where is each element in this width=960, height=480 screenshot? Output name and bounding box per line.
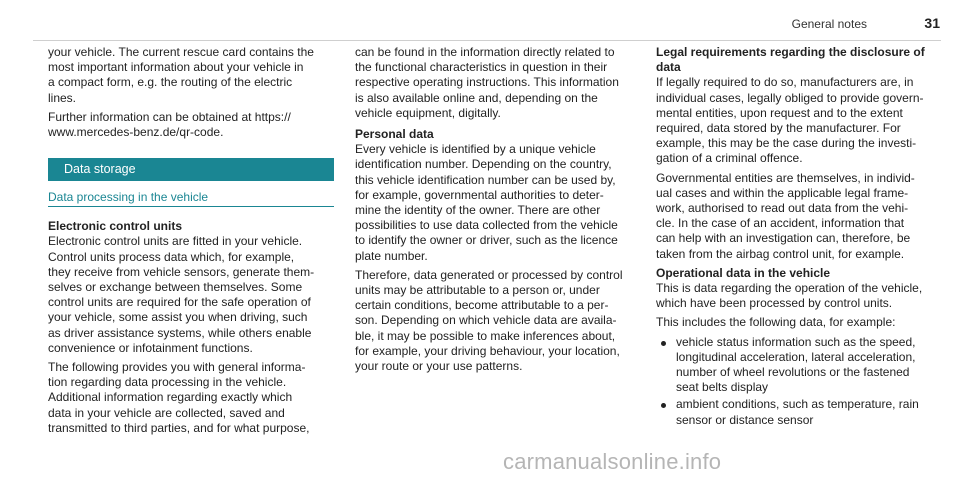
heading-electronic-control-units: Electronic control units: [48, 219, 183, 234]
subsection-title: Data processing in the vehicle: [48, 190, 334, 207]
running-head: General notes: [791, 17, 867, 31]
intro-paragraph-1: your vehicle. The current rescue card contains the most important information about your vehicle in a compact form, e.g. the routing of the electric lines.: [48, 45, 314, 105]
ecu-paragraph-1: Electronic control units are fitted in your vehicle. Control units process data which, for example, they receive from vehicle sensors, generate them- selves or exchange between themselves. Some control units are required for the safe operation of your vehicle, some assist you when driving, such as driver assistance systems, while others enable convenience or infotainment functions.: [48, 234, 315, 355]
heading-legal-requirements: Legal requirements regarding the disclosure of data: [656, 45, 925, 75]
heading-personal-data: Personal data: [355, 127, 434, 142]
ecu-paragraph-2: The following provides you with general informa- tion regarding data processing in the vehicle. Additional information regarding exactly which data in your vehicle are collected, saved and transmitted to third parties, and for what purpose,: [48, 360, 310, 435]
list-item-text: vehicle status information such as the speed, longitudinal acceleration, lateral acceleration, number of wheel revolutions or the fastened seat belts display: [676, 334, 916, 395]
operational-data-list: [656, 335, 946, 428]
column-1: [48, 45, 334, 440]
page-number: 31: [924, 15, 940, 31]
column-2: [355, 45, 640, 378]
list-item-text: ambient conditions, such as temperature, rain sensor or distance sensor: [676, 397, 919, 427]
bullet-icon: [661, 341, 666, 346]
section-bar-data-storage: Data storage: [48, 158, 334, 181]
intro-paragraph-2: Further information can be obtained at https:// www.mercedes-benz.de/qr-code.: [48, 109, 291, 140]
column-3: [656, 45, 946, 430]
bullet-icon: [661, 403, 666, 408]
personal-paragraph-2: Therefore, data generated or processed by control units may be attributable to a person or, under certain conditions, become attributable to a per- son. Depending on which vehicle data are availa- ble, it may be possible to make inferences about, for example, your driving behaviour, your location, your route or your use patterns.: [355, 267, 623, 374]
legal-paragraph-2: Governmental entities are themselves, in individ- ual cases and within the applicable legal frame- work, authorised to read out data from the vehi- cle. In the case of an accident, information that can help with an investigation can, therefore, be taken from the airbag control unit, for example.: [656, 170, 915, 261]
list-item: [656, 335, 946, 396]
list-item: [656, 397, 946, 427]
heading-operational-data: Operational data in the vehicle: [656, 265, 831, 280]
legal-paragraph-1: If legally required to do so, manufacturers are, in individual cases, legally obliged to provide govern- mental entities, upon request and to the extent required, data stored by the manufacturer. For example, this may be the case during the investi- gation of a criminal offence.: [656, 75, 924, 166]
operational-paragraph-2: This includes the following data, for example:: [656, 315, 896, 330]
continued-paragraph: can be found in the information directly related to the functional characteristics in question in their respective operating instructions. This information is also available online and, depending on the vehicle equipment, digitally.: [355, 45, 619, 120]
header-rule: [33, 40, 941, 41]
operational-paragraph-1: This is data regarding the operation of the vehicle, which have been processed by control units.: [656, 281, 923, 311]
watermark: carmanualsonline.info: [503, 449, 722, 474]
personal-paragraph-1: Every vehicle is identified by a unique vehicle identification number. Depending on the country, this vehicle identification number can be used by, for example, governmental authorities to deter- mine the identity of the owner. There are other possibilities to use data collected from the vehicle to identify the owner or driver, such as the licence plate number.: [355, 142, 618, 263]
